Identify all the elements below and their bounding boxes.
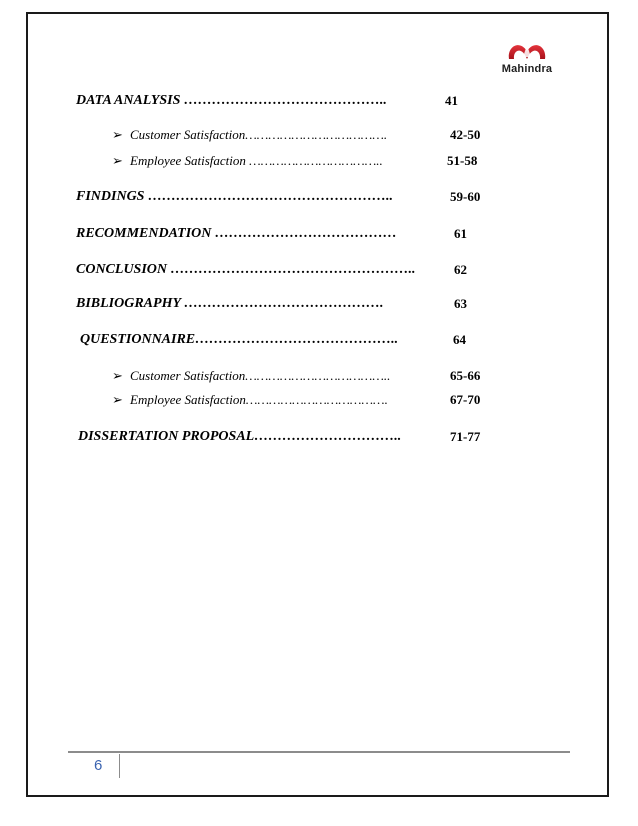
toc-title-recommendation: RECOMMENDATION ………………………………… [76,226,397,241]
toc-page-questionnaire: 64 [453,332,466,347]
footer-rule [68,751,570,753]
toc-sub-label: Customer Satisfaction………………………………. [130,127,388,142]
arrow-bullet-icon: ➢ [112,153,123,168]
toc-page-employee-satisfaction-2: 67-70 [450,392,481,407]
toc-page-dissertation-proposal: 71-77 [450,429,481,444]
toc-page-conclusion: 62 [454,262,467,277]
toc-sub-customer-satisfaction-2 [112,368,390,384]
footer-page-number: 6 [94,757,103,774]
toc-page-data-analysis: 41 [445,93,458,108]
toc-sub-employee-satisfaction-2 [112,392,388,408]
footer-separator [119,754,120,778]
toc-page-customer-satisfaction-2: 65-66 [450,368,481,383]
arrow-bullet-icon: ➢ [112,127,123,142]
toc-sub-employee-satisfaction-1 [112,153,383,169]
arrow-bullet-icon: ➢ [112,392,123,407]
toc-page-bibliography: 63 [454,296,467,311]
toc-page-employee-satisfaction-1: 51-58 [447,153,478,168]
mahindra-logo-icon [487,37,567,63]
toc-title-findings: FINDINGS …………………………………………….. [76,189,393,204]
toc-title-bibliography: BIBLIOGRAPHY ……………………………………. [76,296,384,311]
toc-title-dissertation-proposal: DISSERTATION PROPOSAL………………………….. [78,429,402,444]
toc-sub-label: Employee Satisfaction………………………………. [130,392,388,407]
logo-wordmark: Mahindra [501,63,553,75]
toc-sub-label: Employee Satisfaction …………………………….. [130,153,383,168]
arrow-bullet-icon: ➢ [112,368,123,383]
toc-sub-customer-satisfaction-1 [112,127,387,143]
toc-sub-label: Customer Satisfaction……………………………….. [130,368,391,383]
toc-title-conclusion: CONCLUSION …………………………………………….. [76,262,416,277]
toc-title-data-analysis: DATA ANALYSIS …………………………………….. [76,93,387,108]
toc-page-recommendation: 61 [454,226,467,241]
toc-page-findings: 59-60 [450,189,481,204]
toc-page-customer-satisfaction-1: 42-50 [450,127,481,142]
toc-title-questionnaire: QUESTIONNAIRE…………………………………….. [80,332,399,347]
mahindra-logo [487,37,567,79]
